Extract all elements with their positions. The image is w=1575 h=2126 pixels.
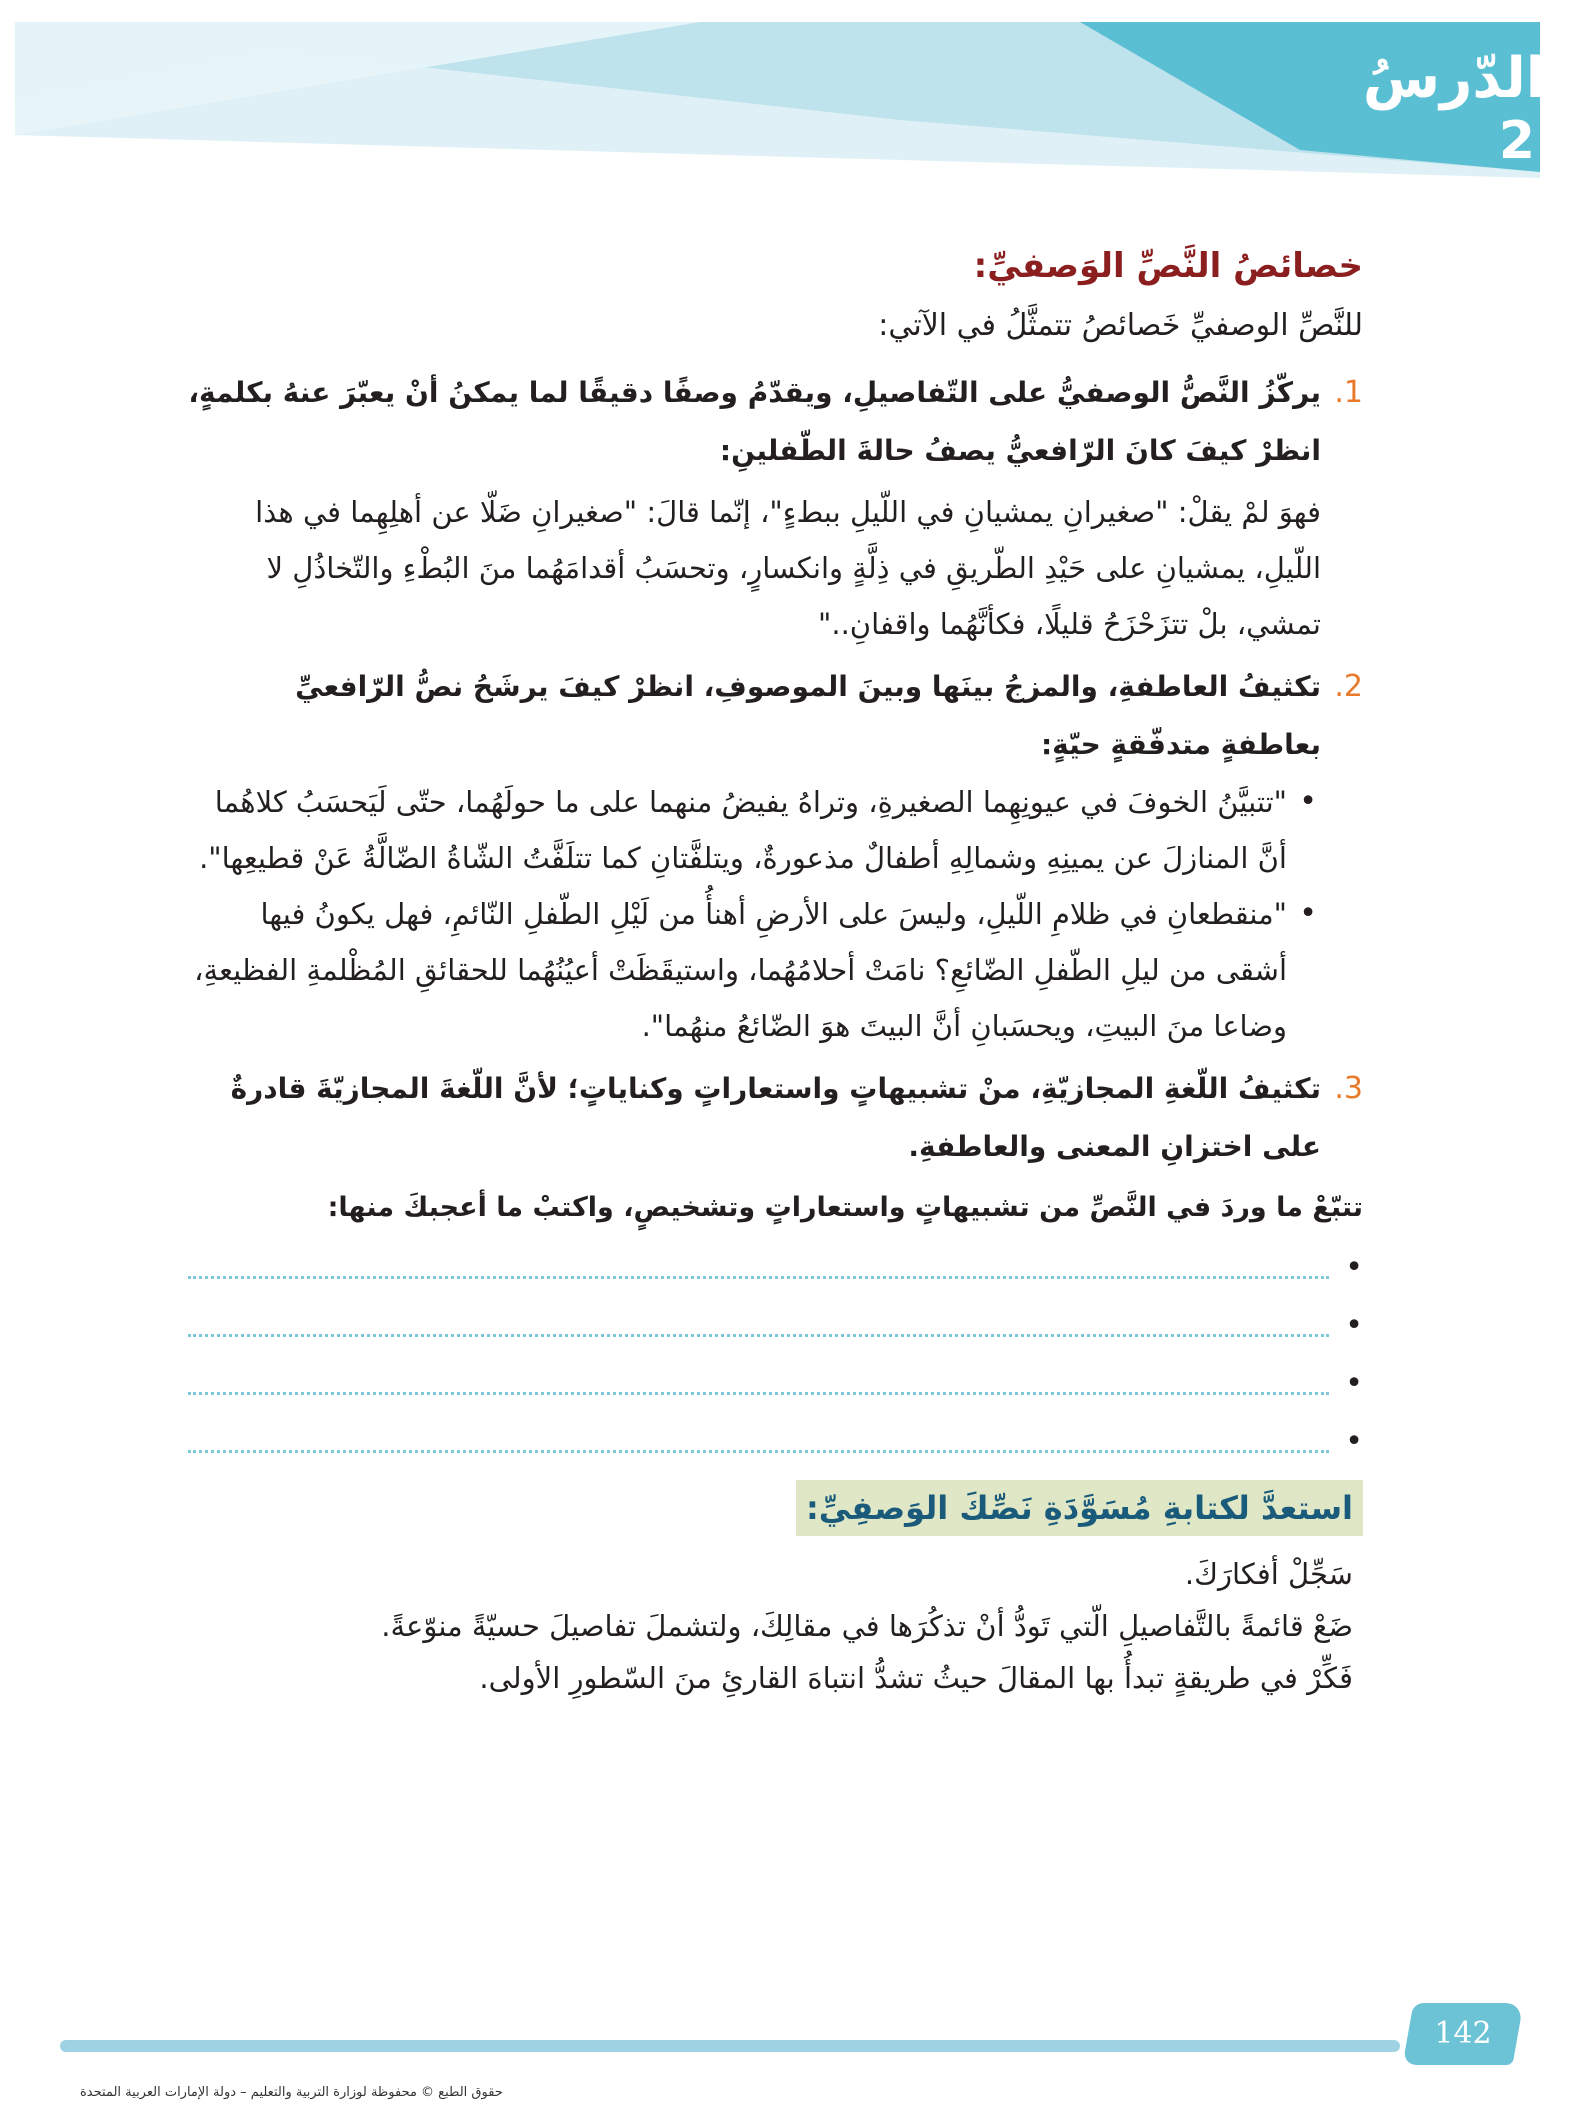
answer-line[interactable] xyxy=(188,1360,1363,1418)
prep-heading: استعدَّ لكتابةِ مُسَوَّدَةِ نَصِّكَ الوَصفِيِّ: xyxy=(796,1480,1363,1536)
section-intro: للنَّصِّ الوصفيِّ خَصائصُ تتمثَّلُ في الآتي: xyxy=(878,308,1363,343)
list-item xyxy=(188,364,1363,652)
dotted-line xyxy=(188,1276,1329,1279)
main-content xyxy=(188,238,1363,1476)
dotted-line xyxy=(188,1334,1329,1337)
item-number: .2 xyxy=(1334,669,1363,704)
bullet-dot-icon: • xyxy=(1345,1250,1363,1285)
item-heading: تكثيفُ اللّغةِ المجازيّةِ، منْ تشبيهاتٍ واستعاراتٍ وكناياتٍ؛ لأنَّ اللّغةَ المجازيّةَ قادرةٌ على اختزانِ المعنى والعاطفةِ. xyxy=(230,1072,1321,1163)
prep-lines xyxy=(188,1548,1363,1704)
bullet-dot-icon: • xyxy=(1345,1424,1363,1459)
answer-line[interactable] xyxy=(188,1244,1363,1302)
task-prompt: تتبّعْ ما وردَ في النَّصِّ من تشبيهاتٍ واستعاراتٍ وتشخيصٍ، واكتبْ ما أعجبكَ منها: xyxy=(327,1192,1363,1223)
prep-line: ضَعْ قائمةً بالتَّفاصيلِ الّتي تَودُّ أنْ تذكُرَها في مقالِكَ، ولتشملَ تفاصيلَ حسيّةً منوّعةً. xyxy=(381,1609,1353,1643)
prep-section xyxy=(188,1480,1363,1704)
lesson-number: 2 xyxy=(1498,111,1535,171)
item-heading: تكثيفُ العاطفةِ، والمزجُ بينَها وبينَ الموصوفِ، انظرْ كيفَ يرشَحُ نصُّ الرّافعيِّ بعاطفةٍ متدفّقةٍ حيّةٍ: xyxy=(295,670,1321,761)
dotted-line xyxy=(188,1450,1329,1453)
dotted-line xyxy=(188,1392,1329,1395)
lesson-label: الدّرسُ xyxy=(1362,46,1545,111)
footer-bar xyxy=(60,2040,1400,2052)
item-number: .1 xyxy=(1334,375,1363,410)
list-item xyxy=(188,658,1363,1054)
bullet-item: • "منقطعانِ في ظلامِ اللّيلِ، وليسَ على الأرضِ أهنأُ من لَيْلِ الطّفلِ النّائمِ، فهل يكونُ فيها أشقى من ليلِ الطّفلِ الضّائعِ؟ نامَتْ أحلامُهُما، واستيقَظَتْ أعيُنُهُما للحقائقِ المُظْلمةِ الفظيعةِ، وضاعا منَ البيتِ، ويحسَبانِ أنَّ البيتَ هوَ الضّائعُ منهُما". xyxy=(188,886,1321,1054)
item-number: .3 xyxy=(1334,1071,1363,1106)
bullet-item: • "تتبيَّنُ الخوفَ في عيونِهِما الصغيرةِ، وتراهُ يفيضُ منهما على ما حولَهُما، حتّى لَيَحسَبُ كلاهُما أنَّ المنازلَ عن يمينِهِ وشمالِهِ أطفالٌ مذعورةٌ، ويتلفَّتانِ كما تتلَفَّتُ الشّاةُ الضّالَّةُ عَنْ قطيعِها". xyxy=(188,774,1321,886)
bullet-dot-icon: • xyxy=(1345,1366,1363,1401)
answer-line[interactable] xyxy=(188,1302,1363,1360)
prep-line: سَجِّلْ أفكارَكَ. xyxy=(1184,1557,1353,1591)
item-heading: يركّزُ النَّصُّ الوصفيُّ على التّفاصيلِ، ويقدّمُ وصفًا دقيقًا لما يمكنُ أنْ يعبّرَ عنهُ بكلمةٍ، انظرْ كيفَ كانَ الرّافعيُّ يصفُ حالةَ الطّفلينِ: xyxy=(188,376,1321,467)
page-number: 142 xyxy=(1434,2016,1492,2051)
prep-line: فَكِّرْ في طريقةٍ تبدأُ بها المقالَ حيثُ تشدُّ انتباهَ القارئِ منَ السّطورِ الأولى. xyxy=(479,1661,1353,1695)
copyright-notice: حقوق الطبع © محفوظة لوزارة التربية والتعليم – دولة الإمارات العربية المتحدة xyxy=(80,2085,503,2100)
bullet-list xyxy=(188,774,1321,1054)
answer-line[interactable] xyxy=(188,1418,1363,1476)
item-body: فهوَ لمْ يقلْ: "صغيرانِ يمشيانِ في اللّيلِ ببطءٍ"، إنّما قالَ: "صغيرانِ ضَلّا عن أهلِهِما في هذا اللّيلِ، يمشيانِ على حَيْدِ الطّريقِ في ذِلَّةٍ وانكسارٍ، وتحسَبُ أقدامَهُما منَ البُطْءِ والتّخاذُلِ لا تمشي، بلْ تتزَحْزَحُ قليلًا، فكأنَّهُما واقفانِ.." xyxy=(255,495,1321,641)
bullet-dot-icon: • xyxy=(1345,1308,1363,1343)
section-heading: خصائصُ النَّصِّ الوَصفيِّ: xyxy=(973,246,1363,286)
list-item xyxy=(188,1060,1363,1176)
